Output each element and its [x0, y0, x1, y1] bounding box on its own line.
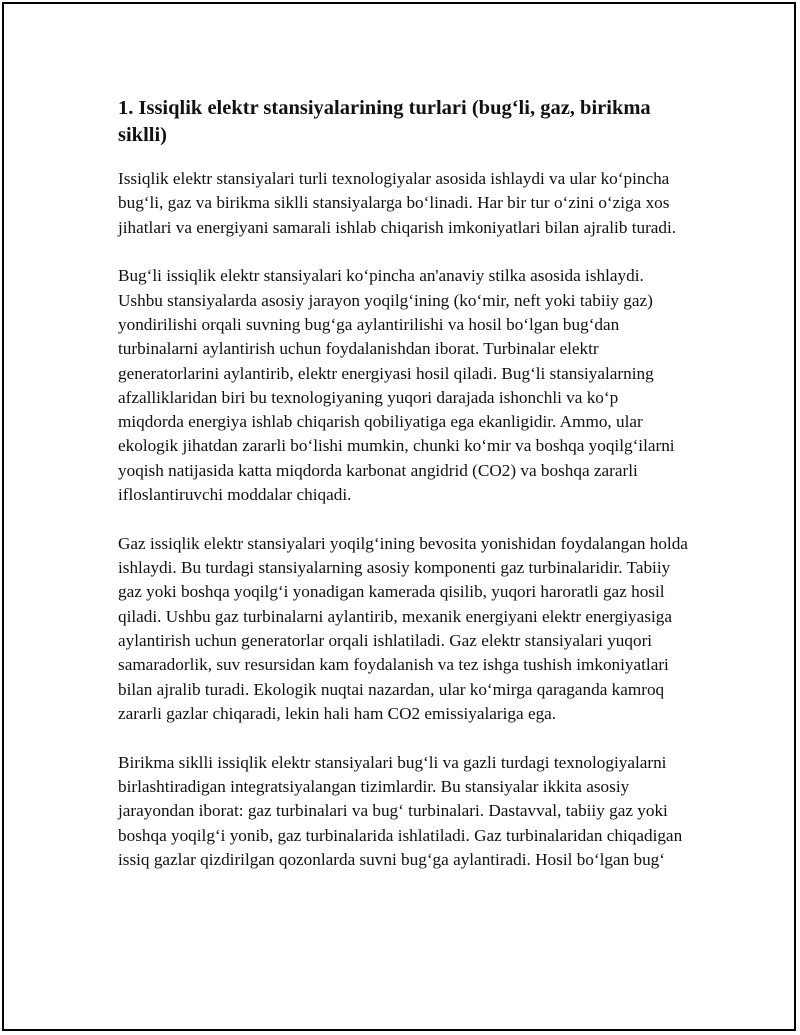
document-body: [118, 95, 688, 897]
paragraph-combined-cycle: Birikma siklli issiqlik elektr stansiyalari bug‘li va gazli turdagi texnologiyalarni birlashtiradigan integratsiyalangan tizimlardir. Bu stansiyalar ikkita asosiy jarayondan iborat: gaz turbinalari va bug‘ turbinalari. Dastavval, tabiiy gaz yoki boshqa yoqilg‘i yonib, gaz turbinalarida ishlatiladi. Gaz turbinalaridan chiqadigan issiq gazlar qizdirilgan qozonlarda suvni bug‘ga aylantiradi. Hosil bo‘lgan bug‘: [118, 752, 683, 869]
section-heading: 1. Issiqlik elektr stansiyalarining turlari (bug‘li, gaz, birikma siklli): [118, 97, 651, 146]
paragraph-steam-plants: Bug‘li issiqlik elektr stansiyalari ko‘pincha an'anaviy stilka asosida ishlaydi. Ushbu stansiyalarda asosiy jarayon yoqilg‘ining (ko‘mir, neft yoki tabiiy gaz) yondirilishi orqali suvning bug‘ga aylantirilishi va hosil bo‘lgan bug‘dan turbinalarni aylantirish uchun foydalanishdan iborat. Turbinalar elektr generatorlarini aylantirib, elektr energiyasi hosil qiladi. Bug‘li stansiyalarning afzalliklaridan biri bu texnologiyaning yuqori darajada ishonchli va ko‘p miqdorda energiya ishlab chiqarish qobiliyatiga ega ekanligidir. Ammo, ular ekologik jihatdan zararli bo‘lishi mumkin, chunki ko‘mir va boshqa yoqilg‘ilarni yoqish natijasida katta miqdorda karbonat angidrid (CO2) va boshqa zararli ifloslantiruvchi moddalar chiqadi.: [118, 266, 675, 505]
paragraph-intro: Issiqlik elektr stansiyalari turli texnologiyalar asosida ishlaydi va ular ko‘pincha bug‘li, gaz va birikma siklli stansiyalarga bo‘linadi. Har bir tur o‘zini o‘ziga xos jihatlari va energiyani samarali ishlab chiqarish imkoniyatlari bilan ajralib turadi.: [118, 169, 677, 237]
paragraph-gas-plants: Gaz issiqlik elektr stansiyalari yoqilg‘ining bevosita yonishidan foydalangan holda ishlaydi. Bu turdagi stansiyalarning asosiy komponenti gaz turbinalaridir. Tabiiy gaz yoki boshqa yoqilg‘i yonadigan kamerada qisilib, yuqori haroratli gaz hosil qiladi. Ushbu gaz turbinalarni aylantirib, mexanik energiyani elektr energiyasiga aylantirish uchun generatorlar orqali ishlatiladi. Gaz elektr stansiyalari yuqori samaradorlik, suv resursidan kam foydalanish va tez ishga tushish imkoniyatlari bilan ajralib turadi. Ekologik nuqtai nazardan, ular ko‘mirga qaraganda kamroq zararli gazlar chiqaradi, lekin hali ham CO2 emissiyalariga ega.: [118, 533, 688, 723]
